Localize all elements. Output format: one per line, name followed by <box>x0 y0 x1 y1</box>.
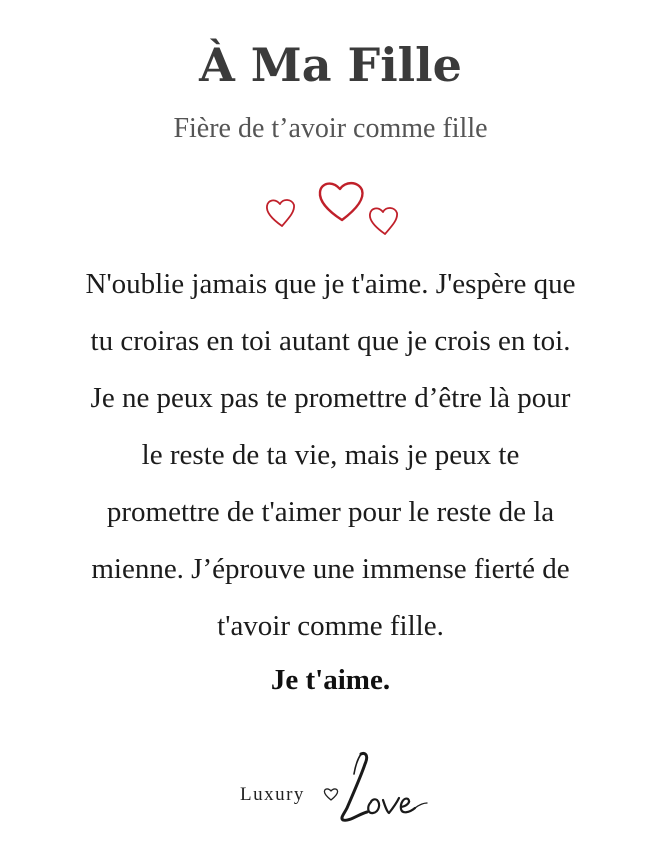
page-subtitle: Fière de t’avoir comme fille <box>173 113 488 144</box>
message-line: N'oublie jamais que je t'aime. J'espère que <box>85 268 576 300</box>
page-title: À Ma Fille <box>199 38 462 92</box>
logo-script-love <box>337 750 432 826</box>
message-line: mienne. J’éprouve une immense fierté de <box>91 553 570 585</box>
brand-logo <box>0 748 661 828</box>
message-body <box>30 256 631 655</box>
small-heart-right-icon <box>370 208 397 234</box>
large-heart-center-icon <box>320 183 363 220</box>
message-line: tu croiras en toi autant que je crois en toi. <box>90 325 571 357</box>
hearts-svg <box>262 175 402 239</box>
small-heart-left-icon <box>267 200 294 226</box>
logo-word-luxury: Luxury <box>240 784 305 805</box>
closing-line: Je t'aime. <box>270 664 391 696</box>
message-line: le reste de ta vie, mais je peux te <box>141 439 520 471</box>
message-line: promettre de t'aimer pour le reste de la <box>106 496 555 528</box>
three-hearts-icon <box>0 175 661 239</box>
message-line: t'avoir comme fille. <box>217 610 444 642</box>
message-line: Je ne peux pas te promettre d’être là pour <box>90 382 571 414</box>
